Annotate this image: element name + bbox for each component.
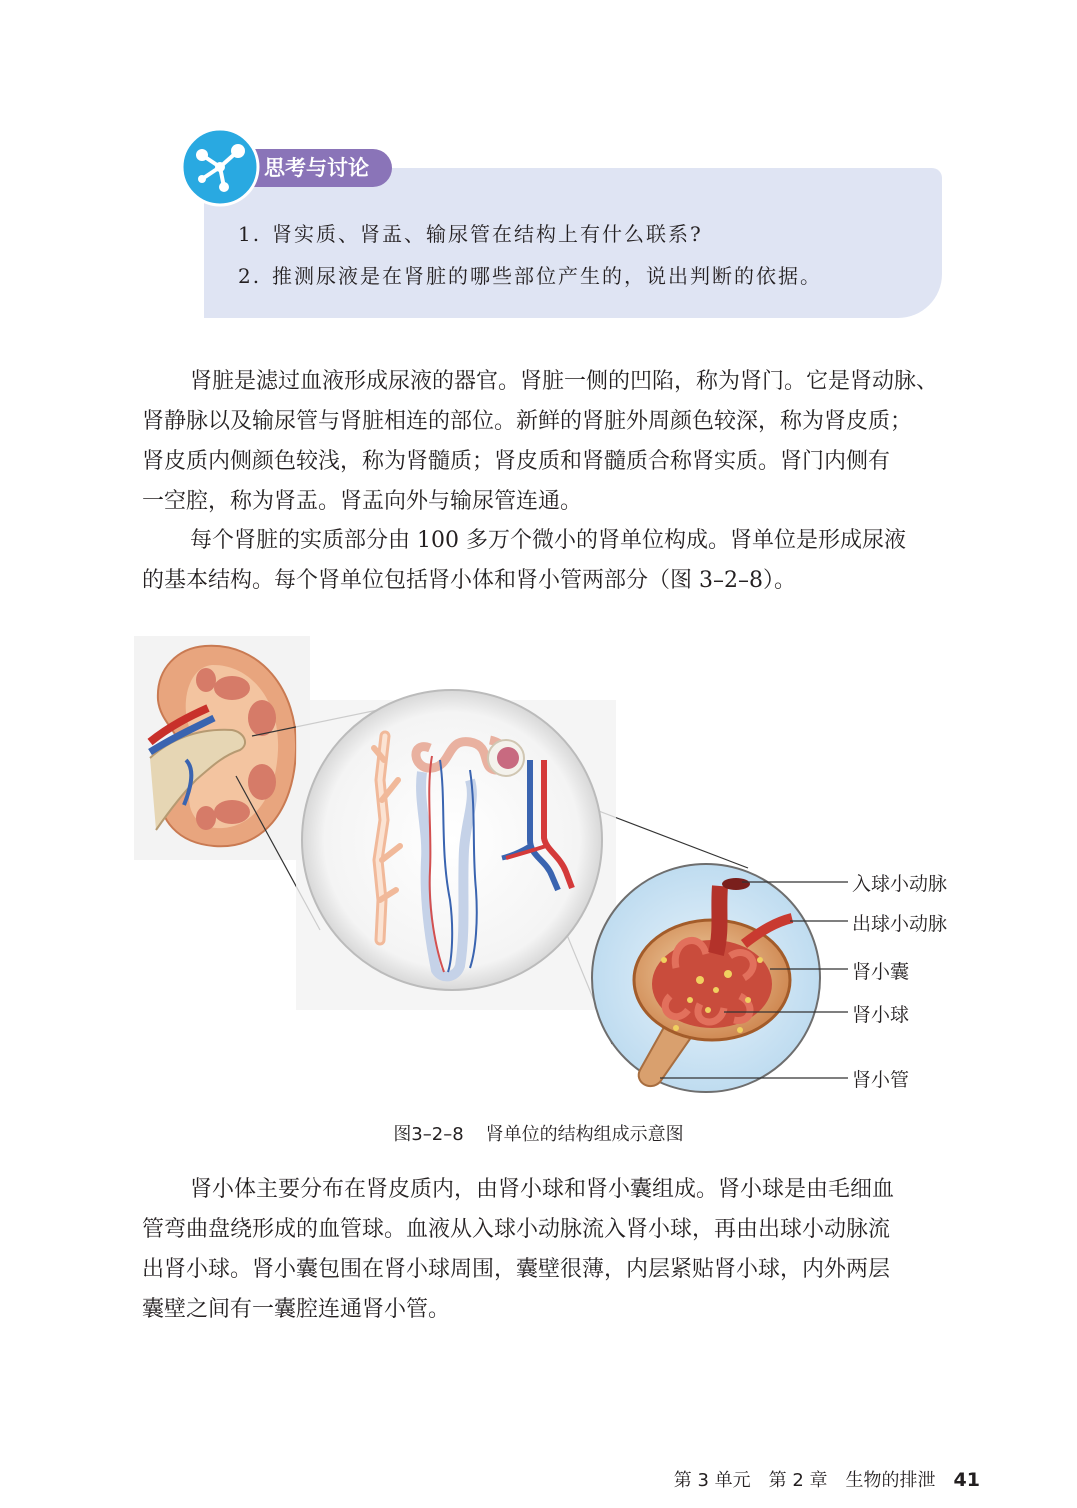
page-number: 41 (953, 1469, 980, 1491)
label-efferent-arteriole: 出球小动脉 (852, 913, 948, 935)
renal-corpuscle-lens (592, 864, 820, 1092)
discussion-title: 思考与讨论 (238, 149, 392, 187)
figure-caption: 图3–2–8 肾单位的结构组成示意图 (393, 1124, 684, 1145)
label-glomerulus: 肾小球 (852, 1004, 910, 1026)
discussion-question-1: 1. 肾实质、肾盂、输尿管在结构上有什么联系? (238, 222, 703, 246)
label-renal-tubule: 肾小管 (852, 1069, 910, 1091)
paragraph-renal-corpuscle: 肾小体主要分布在肾皮质内，由肾小球和肾小囊组成。肾小球是由毛细血 管弯曲盘绕形成的血管球。血液从入球小动脉流入肾小球，再由出球小动脉流 出肾小球。肾小囊包围在肾小球周围，囊壁很薄，内层紧贴肾小球，内外两层 囊壁之间有一囊腔连通肾小管。 (142, 1177, 895, 1322)
page-footer: 第 3 单元 第 2 章 生物的排泄 41 (673, 1469, 980, 1491)
paragraph-kidney: 肾脏是滤过血液形成尿液的器官。肾脏一侧的凹陷，称为肾门。它是肾动脉、 肾静脉以及输尿管与肾脏相连的部位。新鲜的肾脏外周颜色较深，称为肾皮质； 肾皮质内侧颜色较浅，称为肾髓质；肾皮质和肾髓质合称肾实质。肾门内侧有 一空腔，称为肾盂。肾盂向外与输尿管连通。 (142, 369, 939, 514)
nephron-lens (296, 690, 616, 1010)
label-renal-capsule: 肾小囊 (852, 961, 910, 983)
discussion-question-2: 2. 推测尿液是在肾脏的哪些部位产生的，说出判断的依据。 (238, 264, 822, 288)
label-afferent-arteriole: 入球小动脉 (852, 873, 948, 895)
paragraph-nephron: 每个肾脏的实质部分由 100 多万个微小的肾单位构成。肾单位是形成尿液 的基本结构。每个肾单位包括肾小体和肾小管两部分（图 3–2–8）。 (142, 528, 906, 593)
molecule-icon (180, 127, 268, 207)
kidney-illustration (134, 636, 310, 860)
